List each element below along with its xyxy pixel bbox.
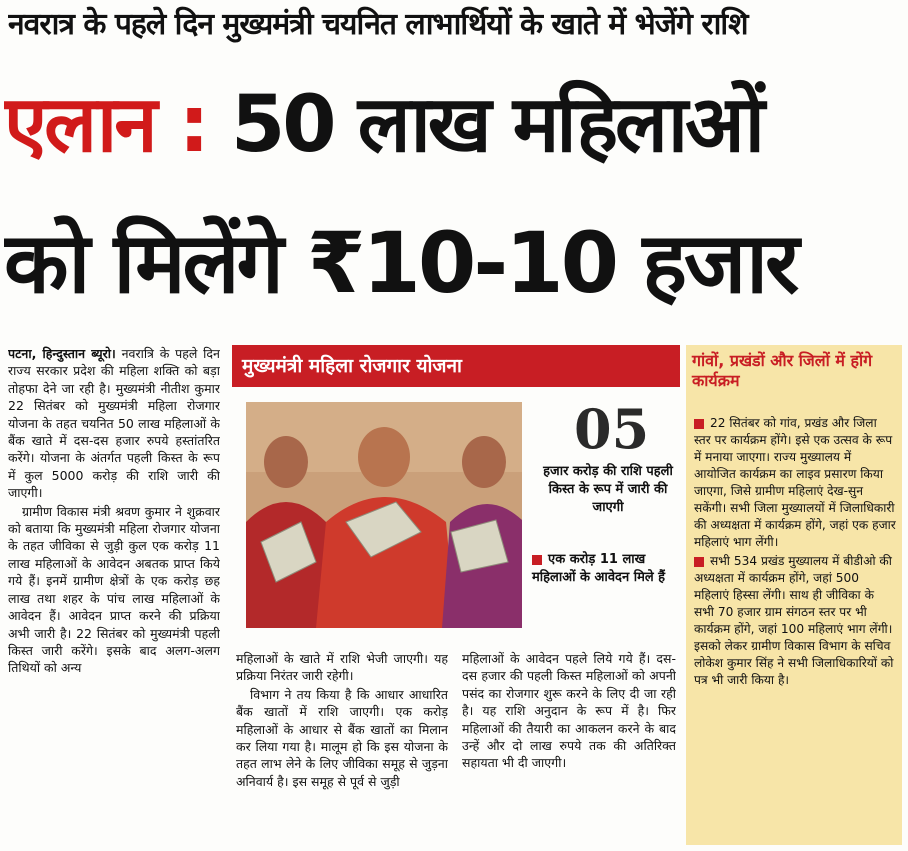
dateline: पटना, हिन्दुस्तान ब्यूरो। <box>8 346 116 361</box>
headline-line1-rest: 50 लाख महिलाओं <box>206 80 762 170</box>
women-holding-cash-photo <box>246 402 522 628</box>
kicker-headline: नवरात्र के पहले दिन मुख्यमंत्री चयनित लाभार्थियों के खाते में भेजेंगे राशि <box>8 7 748 42</box>
column1-paragraph-2: ग्रामीण विकास मंत्री श्रवण कुमार ने शुक्रवार को बताया कि मुख्यमंत्री महिला रोजगार योजना के तहत जीविका से जुड़ी कुल एक करोड़ 11 लाख महिलाओं के आवेदन अबतक प्राप्त किये गये हैं। इनमें ग्रामीण क्षेत्रों के एक करोड़ छह लाख तथा शहर के पांच लाख महिलाओं के आवेदन हैं। आवेदन प्राप्त करने की प्रक्रिया अभी जारी है। 22 सितंबर को मुख्यमंत्री पहली किस्त जारी करेंगे। इसके बाद अलग-अलग तिथियों को अन्य <box>8 503 220 676</box>
column1-paragraph-1: नवरात्रि के पहले दिन राज्य सरकार प्रदेश की महिला शक्ति को बड़ा तोहफा देने जा रही है। मुख्यमंत्री नीतीश कुमार 22 सितंबर को मुख्यमंत्री महिला रोजगार योजना के तहत चयनित 50 लाख महिलाओं के बैंक खाते में दस-दस हजार रुपये हस्तांतरित करेंगे। योजना के अंतर्गत पहली किस्त के रूप में कुल 5000 करोड़ की राशि जारी की जाएगी। <box>8 346 220 501</box>
sidebar-item: सभी 534 प्रखंड मुख्यालय में बीडीओ की अध्यक्षता में कार्यक्रम होंगे, जहां 500 महिलाएं हिस्सा लेंगी। साथ ही जीविका के सभी 70 हजार ग्राम संगठन स्तर पर भी कार्यक्रम होंगे, जहां 100 महिलाएं भाग लेंगी। इसको लेकर ग्रामीण विकास विभाग के सचिव लोकेश कुमार सिंह ने सभी जिलाधिकारियों को पत्र भी जारी किया है। <box>694 554 894 687</box>
article-column-3 <box>462 650 676 846</box>
red-square-bullet-icon <box>532 555 542 565</box>
sidebar-title: गांवों, प्रखंडों और जिलों में होंगे कार्यक्रम <box>692 351 873 390</box>
article-column-1 <box>8 345 220 845</box>
red-square-bullet-icon <box>694 419 704 429</box>
article-column-2 <box>236 650 448 846</box>
main-headline-line2: को मिलेंगे ₹10-10 हजार <box>4 214 797 312</box>
red-square-bullet-icon <box>694 557 704 567</box>
stat-number: 05 <box>574 397 650 461</box>
stat-bullet-text: एक करोड़ 11 लाख महिलाओं के आवेदन मिले हैं <box>532 552 666 585</box>
headline-prefix: एलान : <box>4 80 207 170</box>
yojana-title: मुख्यमंत्री महिला रोजगार योजना <box>232 345 680 387</box>
column2-paragraph-1: महिलाओं के खाते में राशि भेजी जाएगी। यह प्रक्रिया निरंतर जारी रहेगी। <box>236 651 448 684</box>
stat-bullet <box>532 551 676 587</box>
column2-paragraph-2: विभाग ने तय किया है कि आधार आधारित बैंक खातों में राशि जाएगी। एक करोड़ महिलाओं के आधार से बैंक खातों का मिलान कर लिया गया है। मालूम हो कि इस योजना के तहत लाभ लेने के लिए जीविका समूह से जुड़ना अनिवार्य है। इस समूह से पूर्व से जुड़ी <box>236 686 448 789</box>
sidebar-box <box>686 345 902 845</box>
sidebar-body <box>694 415 896 691</box>
sidebar-item: 22 सितंबर को गांव, प्रखंड और जिला स्तर पर कार्यक्रम होंगे। इसे एक उत्सव के रूप में मनाया जाएगा। राज्य मुख्यालय में आयोजित कार्यक्रम का लाइव प्रसारण किया जाएगा, जिसे ग्रामीण महिलाएं देख-सुन सकेंगी। सभी जिला मुख्यालयों में जिलाधिकारी की अध्यक्षता में कार्यक्रम होंगे, जहां एक हजार महिलाएं भाग लेंगी। <box>694 416 896 549</box>
yojana-infobox <box>232 345 680 638</box>
stat-caption: हजार करोड़ की राशि पहली किस्त के रूप में जारी की जाएगी <box>543 464 673 515</box>
column3-paragraph-1: महिलाओं के आवेदन पहले लिये गये हैं। दस-दस हजार की पहली किस्त महिलाओं को अपनी पसंद का रोजगार शुरू करने के लिए दी जा रही है। यह राशि अनुदान के रूप में है। फिर महिलाओं की तैयारी का आकलन करने के बाद उन्हें और दो लाख रुपये तक की अतिरिक्त सहायता भी दी जाएगी। <box>462 651 676 771</box>
main-headline-line1 <box>4 70 904 180</box>
